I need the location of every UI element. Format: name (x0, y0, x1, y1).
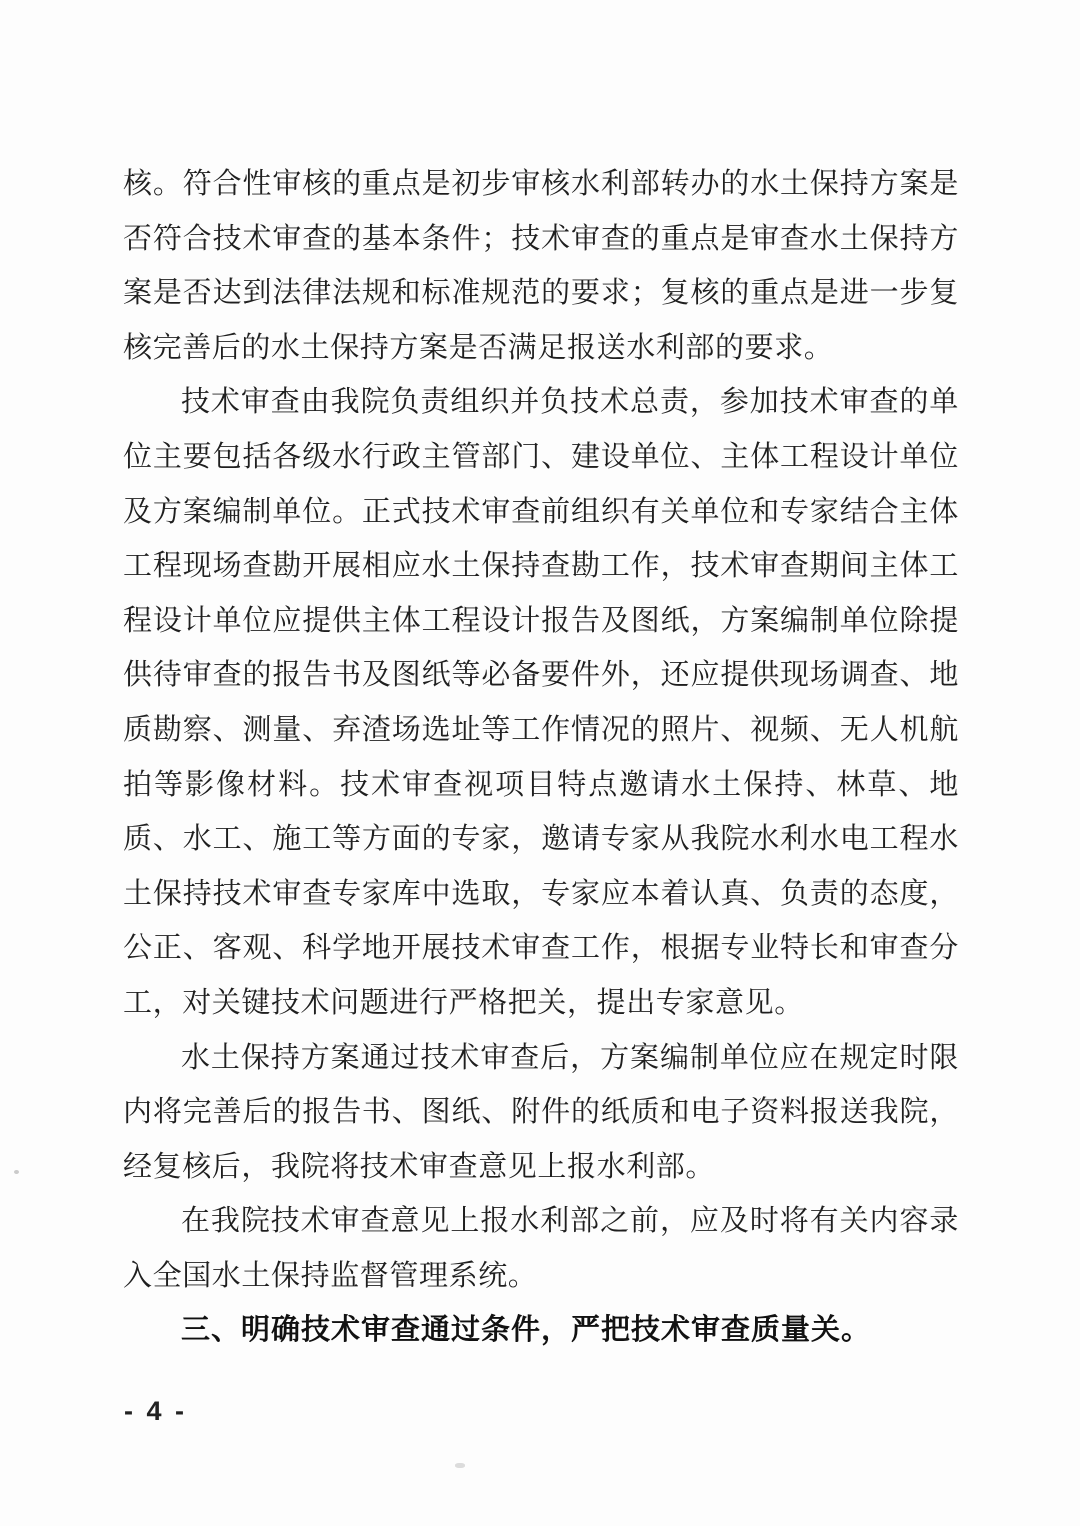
document-text-block (123, 157, 959, 1358)
section-heading-three: 三、明确技术审查通过条件，严把技术审查质量关。 (181, 1314, 872, 1347)
body-paragraph-after-review: 水土保持方案通过技术审查后，方案编制单位应在规定时限内将完善后的报告书、图纸、附件的纸质和电子资料报送我院，经复核后，我院将技术审查意见上报水利部。 (123, 1041, 959, 1183)
scan-speck-icon (455, 1463, 465, 1468)
scan-speck-icon (14, 1170, 19, 1174)
body-paragraph-technical-review: 技术审查由我院负责组织并负技术总责，参加技术审查的单位主要包括各级水行政主管部门、建设单位、主体工程设计单位及方案编制单位。正式技术审查前组织有关单位和专家结合主体工程现场查勘开展相应水土保持查勘工作，技术审查期间主体工程设计单位应提供主体工程设计报告及图纸，方案编制单位除提供待审查的报告书及图纸等必备要件外，还应提供现场调查、地质勘察、测量、弃渣场选址等工作情况的照片、视频、无人机航拍等影像材料。技术审查视项目特点邀请水土保持、林草、地质、水工、施工等方面的专家，邀请专家从我院水利水电工程水土保持技术审查专家库中选取，专家应本着认真、负责的态度，公正、客观、科学地开展技术审查工作，根据专业特长和审查分工，对关键技术问题进行严格把关，提出专家意见。 (123, 386, 959, 1019)
body-paragraph-continuation: 核。符合性审核的重点是初步审核水利部转办的水土保持方案是否符合技术审查的基本条件；技术审查的重点是审查水土保持方案是否达到法律法规和标准规范的要求；复核的重点是进一步复核完善后的水土保持方案是否满足报送水利部的要求。 (123, 168, 959, 364)
body-paragraph-supervision-system: 在我院技术审查意见上报水利部之前，应及时将有关内容录入全国水土保持监督管理系统。 (123, 1205, 959, 1292)
page-number: - 4 - (124, 1396, 188, 1426)
